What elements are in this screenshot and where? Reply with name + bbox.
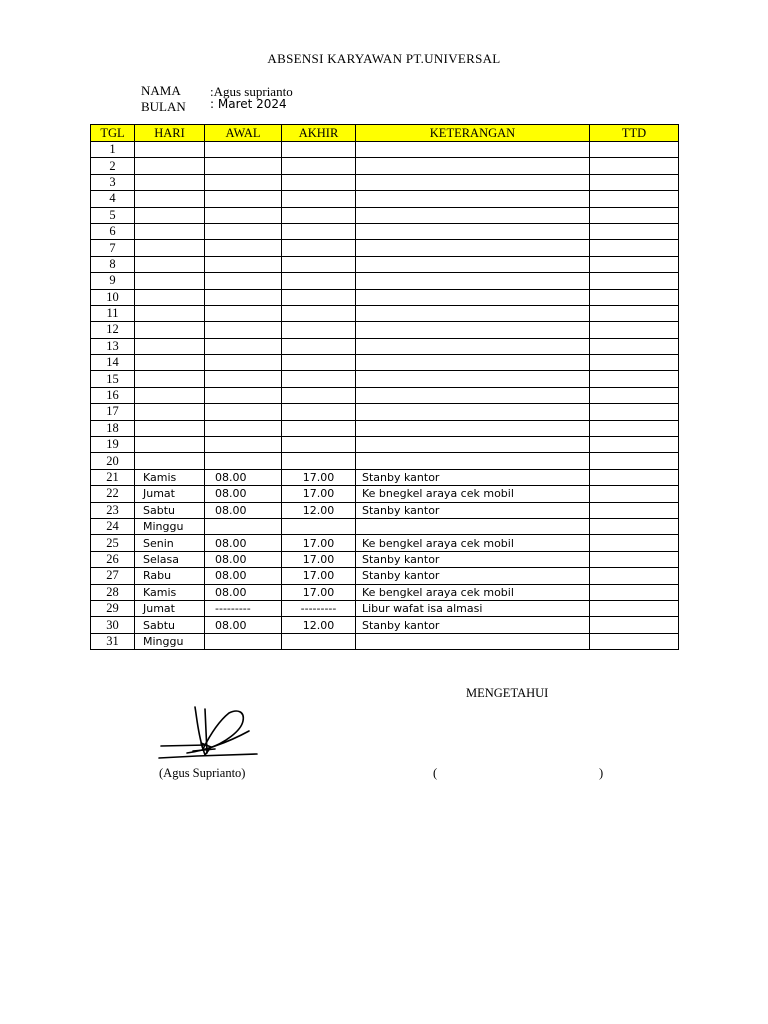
cell-ttd [590, 355, 679, 371]
cell-hari [135, 142, 205, 158]
cell-tgl: 4 [91, 191, 135, 207]
cell-ttd [590, 289, 679, 305]
document-title: ABSENSI KARYAWAN PT.UNIVERSAL [267, 51, 501, 66]
cell-hari [135, 305, 205, 321]
cell-ttd [590, 256, 679, 272]
cell-hari: Kamis [135, 469, 205, 485]
cell-tgl: 28 [91, 584, 135, 600]
mengetahui-label: MENGETAHUI [466, 686, 549, 700]
cell-awal: 08.00 [205, 502, 282, 518]
table-row [91, 338, 679, 354]
cell-hari [135, 158, 205, 174]
cell-hari [135, 371, 205, 387]
cell-awal [205, 453, 282, 469]
cell-awal [205, 338, 282, 354]
cell-akhir [282, 338, 356, 354]
cell-ttd [590, 158, 679, 174]
table-row [91, 256, 679, 272]
cell-awal: 08.00 [205, 486, 282, 502]
cell-awal: 08.00 [205, 617, 282, 633]
cell-hari [135, 223, 205, 239]
cell-keterangan [356, 289, 590, 305]
column-header-awal: AWAL [205, 125, 282, 142]
cell-tgl: 10 [91, 289, 135, 305]
cell-akhir: 17.00 [282, 486, 356, 502]
cell-akhir [282, 223, 356, 239]
table-row [91, 142, 679, 158]
cell-awal [205, 273, 282, 289]
cell-awal [205, 158, 282, 174]
cell-akhir: 17.00 [282, 551, 356, 567]
cell-hari: Jumat [135, 600, 205, 616]
cell-akhir: 17.00 [282, 584, 356, 600]
cell-hari: Kamis [135, 584, 205, 600]
cell-keterangan [356, 355, 590, 371]
cell-tgl: 23 [91, 502, 135, 518]
bulan-label: BULAN [141, 99, 186, 114]
cell-tgl: 16 [91, 387, 135, 403]
cell-keterangan [356, 158, 590, 174]
cell-awal [205, 207, 282, 223]
cell-akhir [282, 158, 356, 174]
table-row [91, 437, 679, 453]
cell-awal [205, 518, 282, 534]
cell-awal [205, 289, 282, 305]
cell-akhir [282, 355, 356, 371]
table-row [91, 568, 679, 584]
cell-akhir: 12.00 [282, 617, 356, 633]
cell-tgl: 31 [91, 633, 135, 649]
cell-keterangan: Ke bengkel araya cek mobil [356, 584, 590, 600]
cell-awal: --------- [205, 600, 282, 616]
cell-awal [205, 305, 282, 321]
column-header-tgl: TGL [91, 125, 135, 142]
cell-ttd [590, 174, 679, 190]
table-row [91, 486, 679, 502]
cell-hari [135, 191, 205, 207]
cell-awal [205, 322, 282, 338]
cell-ttd [590, 404, 679, 420]
cell-akhir [282, 453, 356, 469]
cell-keterangan [356, 518, 590, 534]
cell-keterangan [356, 256, 590, 272]
cell-awal: 08.00 [205, 568, 282, 584]
cell-awal [205, 142, 282, 158]
cell-tgl: 20 [91, 453, 135, 469]
nama-label: NAMA [141, 83, 181, 98]
cell-ttd [590, 600, 679, 616]
table-header-row [91, 125, 679, 142]
table-row [91, 174, 679, 190]
cell-hari [135, 289, 205, 305]
table-body [91, 142, 679, 650]
cell-hari [135, 322, 205, 338]
cell-hari [135, 256, 205, 272]
table-row [91, 535, 679, 551]
cell-ttd [590, 322, 679, 338]
table-row [91, 469, 679, 485]
approver-paren-close: ) [599, 766, 604, 780]
cell-keterangan [356, 223, 590, 239]
table-row [91, 518, 679, 534]
cell-akhir [282, 420, 356, 436]
table-row [91, 420, 679, 436]
signer-name: (Agus Suprianto) [159, 766, 246, 780]
cell-keterangan [356, 142, 590, 158]
column-header-hari: HARI [135, 125, 205, 142]
nama-value: :Agus suprianto [210, 84, 293, 99]
table-row [91, 453, 679, 469]
table-row [91, 191, 679, 207]
cell-awal: 08.00 [205, 584, 282, 600]
cell-hari: Rabu [135, 568, 205, 584]
cell-keterangan [356, 305, 590, 321]
cell-awal [205, 240, 282, 256]
cell-akhir [282, 240, 356, 256]
cell-hari: Minggu [135, 518, 205, 534]
cell-akhir [282, 289, 356, 305]
cell-ttd [590, 191, 679, 207]
cell-ttd [590, 437, 679, 453]
cell-hari [135, 240, 205, 256]
cell-ttd [590, 486, 679, 502]
cell-hari [135, 207, 205, 223]
cell-akhir [282, 322, 356, 338]
cell-keterangan: Stanby kantor [356, 617, 590, 633]
cell-tgl: 12 [91, 322, 135, 338]
cell-ttd [590, 518, 679, 534]
cell-akhir [282, 174, 356, 190]
cell-hari [135, 174, 205, 190]
cell-akhir [282, 437, 356, 453]
attendance-table [90, 124, 679, 650]
cell-hari [135, 355, 205, 371]
cell-awal [205, 355, 282, 371]
cell-hari [135, 453, 205, 469]
cell-akhir [282, 207, 356, 223]
cell-akhir [282, 387, 356, 403]
cell-tgl: 9 [91, 273, 135, 289]
cell-keterangan [356, 633, 590, 649]
approver-paren-open: ( [433, 766, 438, 780]
cell-awal [205, 371, 282, 387]
cell-hari [135, 387, 205, 403]
cell-akhir [282, 142, 356, 158]
cell-ttd [590, 535, 679, 551]
cell-akhir: --------- [282, 600, 356, 616]
cell-hari: Sabtu [135, 617, 205, 633]
cell-hari: Selasa [135, 551, 205, 567]
column-header-ttd: TTD [590, 125, 679, 142]
cell-awal [205, 420, 282, 436]
cell-tgl: 2 [91, 158, 135, 174]
cell-awal [205, 223, 282, 239]
cell-keterangan: Stanby kantor [356, 502, 590, 518]
table-row [91, 289, 679, 305]
table-row [91, 322, 679, 338]
cell-hari [135, 273, 205, 289]
cell-tgl: 6 [91, 223, 135, 239]
cell-awal [205, 437, 282, 453]
cell-awal [205, 191, 282, 207]
cell-tgl: 3 [91, 174, 135, 190]
table-row [91, 387, 679, 403]
cell-akhir: 12.00 [282, 502, 356, 518]
cell-awal [205, 404, 282, 420]
cell-tgl: 21 [91, 469, 135, 485]
table-row [91, 305, 679, 321]
cell-tgl: 29 [91, 600, 135, 616]
cell-keterangan [356, 174, 590, 190]
cell-ttd [590, 387, 679, 403]
cell-keterangan [356, 240, 590, 256]
cell-keterangan: Ke bengkel araya cek mobil [356, 535, 590, 551]
cell-awal: 08.00 [205, 535, 282, 551]
cell-keterangan [356, 207, 590, 223]
table-row [91, 617, 679, 633]
cell-akhir: 17.00 [282, 568, 356, 584]
cell-tgl: 11 [91, 305, 135, 321]
cell-ttd [590, 584, 679, 600]
cell-keterangan: Stanby kantor [356, 551, 590, 567]
cell-ttd [590, 469, 679, 485]
cell-keterangan [356, 273, 590, 289]
table-row [91, 600, 679, 616]
cell-keterangan [356, 453, 590, 469]
cell-akhir [282, 256, 356, 272]
cell-ttd [590, 223, 679, 239]
cell-keterangan [356, 387, 590, 403]
cell-keterangan [356, 404, 590, 420]
cell-tgl: 5 [91, 207, 135, 223]
cell-akhir [282, 404, 356, 420]
cell-awal: 08.00 [205, 551, 282, 567]
cell-keterangan: Libur wafat isa almasi [356, 600, 590, 616]
column-header-keterangan: KETERANGAN [356, 125, 590, 142]
cell-akhir [282, 371, 356, 387]
cell-keterangan: Stanby kantor [356, 469, 590, 485]
cell-ttd [590, 551, 679, 567]
cell-tgl: 13 [91, 338, 135, 354]
cell-keterangan [356, 191, 590, 207]
column-header-akhir: AKHIR [282, 125, 356, 142]
cell-tgl: 25 [91, 535, 135, 551]
table-row [91, 158, 679, 174]
cell-awal [205, 387, 282, 403]
cell-akhir [282, 273, 356, 289]
table-row [91, 502, 679, 518]
cell-tgl: 27 [91, 568, 135, 584]
cell-keterangan: Stanby kantor [356, 568, 590, 584]
cell-hari: Jumat [135, 486, 205, 502]
cell-hari: Sabtu [135, 502, 205, 518]
cell-tgl: 19 [91, 437, 135, 453]
cell-keterangan [356, 420, 590, 436]
cell-hari: Senin [135, 535, 205, 551]
cell-ttd [590, 420, 679, 436]
cell-tgl: 30 [91, 617, 135, 633]
cell-ttd [590, 617, 679, 633]
cell-akhir: 17.00 [282, 469, 356, 485]
table-row [91, 207, 679, 223]
cell-keterangan [356, 322, 590, 338]
cell-tgl: 18 [91, 420, 135, 436]
cell-tgl: 26 [91, 551, 135, 567]
cell-tgl: 15 [91, 371, 135, 387]
table-row [91, 404, 679, 420]
cell-hari [135, 338, 205, 354]
cell-hari [135, 404, 205, 420]
cell-ttd [590, 240, 679, 256]
cell-keterangan [356, 371, 590, 387]
table-row [91, 584, 679, 600]
table-row [91, 273, 679, 289]
table-row [91, 371, 679, 387]
table-row [91, 551, 679, 567]
bulan-value: : Maret 2024 [210, 97, 287, 111]
cell-akhir [282, 305, 356, 321]
cell-hari [135, 437, 205, 453]
cell-tgl: 14 [91, 355, 135, 371]
cell-akhir [282, 518, 356, 534]
cell-akhir [282, 191, 356, 207]
cell-ttd [590, 502, 679, 518]
cell-awal [205, 256, 282, 272]
cell-keterangan: Ke bnegkel araya cek mobil [356, 486, 590, 502]
cell-awal [205, 174, 282, 190]
cell-akhir: 17.00 [282, 535, 356, 551]
cell-akhir [282, 633, 356, 649]
cell-tgl: 8 [91, 256, 135, 272]
table-row [91, 355, 679, 371]
cell-tgl: 17 [91, 404, 135, 420]
cell-ttd [590, 633, 679, 649]
cell-hari: Minggu [135, 633, 205, 649]
cell-ttd [590, 207, 679, 223]
signature-image [157, 703, 261, 763]
cell-ttd [590, 338, 679, 354]
cell-awal: 08.00 [205, 469, 282, 485]
cell-hari [135, 420, 205, 436]
table-row [91, 223, 679, 239]
cell-ttd [590, 142, 679, 158]
cell-ttd [590, 568, 679, 584]
cell-ttd [590, 371, 679, 387]
cell-tgl: 24 [91, 518, 135, 534]
cell-ttd [590, 453, 679, 469]
cell-keterangan [356, 338, 590, 354]
cell-tgl: 22 [91, 486, 135, 502]
table-row [91, 633, 679, 649]
cell-tgl: 1 [91, 142, 135, 158]
table-row [91, 240, 679, 256]
cell-keterangan [356, 437, 590, 453]
cell-ttd [590, 305, 679, 321]
cell-awal [205, 633, 282, 649]
cell-tgl: 7 [91, 240, 135, 256]
cell-ttd [590, 273, 679, 289]
